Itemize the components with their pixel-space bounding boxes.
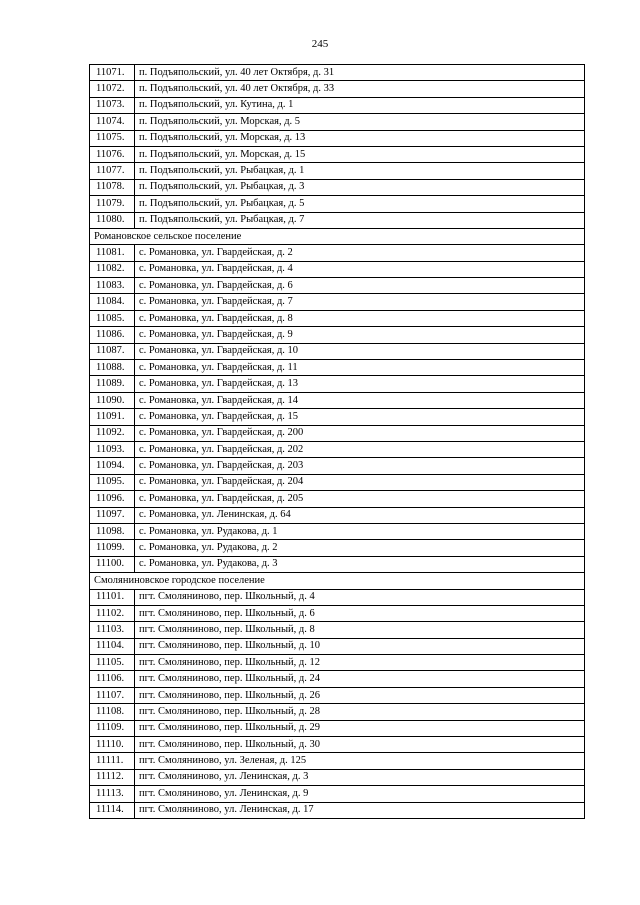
table-row	[90, 130, 585, 146]
row-address: пгт. Смоляниново, пер. Школьный, д. 30	[135, 737, 585, 753]
row-address: с. Романовка, ул. Гвардейская, д. 200	[135, 425, 585, 441]
row-address: пгт. Смоляниново, ул. Ленинская, д. 3	[135, 769, 585, 785]
row-number: 11105.	[90, 655, 135, 671]
row-address: с. Романовка, ул. Гвардейская, д. 11	[135, 360, 585, 376]
table-row	[90, 212, 585, 228]
table-row	[90, 753, 585, 769]
row-address: п. Подъяпольский, ул. Рыбацкая, д. 7	[135, 212, 585, 228]
table-row	[90, 720, 585, 736]
row-address: пгт. Смоляниново, пер. Школьный, д. 10	[135, 638, 585, 654]
row-address: с. Романовка, ул. Гвардейская, д. 2	[135, 245, 585, 261]
row-number: 11086.	[90, 327, 135, 343]
table-row	[90, 278, 585, 294]
row-address: с. Романовка, ул. Гвардейская, д. 4	[135, 261, 585, 277]
table-row	[90, 425, 585, 441]
table-row	[90, 163, 585, 179]
section-header-row	[90, 228, 585, 244]
row-number: 11075.	[90, 130, 135, 146]
row-number: 11111.	[90, 753, 135, 769]
table-row	[90, 737, 585, 753]
row-address: пгт. Смоляниново, пер. Школьный, д. 29	[135, 720, 585, 736]
table-row	[90, 507, 585, 523]
row-number: 11102.	[90, 605, 135, 621]
table-row	[90, 179, 585, 195]
table-row	[90, 638, 585, 654]
row-number: 11100.	[90, 556, 135, 572]
row-address: с. Романовка, ул. Гвардейская, д. 14	[135, 392, 585, 408]
row-address: пгт. Смоляниново, пер. Школьный, д. 4	[135, 589, 585, 605]
row-address: пгт. Смоляниново, пер. Школьный, д. 24	[135, 671, 585, 687]
address-table	[89, 64, 585, 819]
row-number: 11096.	[90, 491, 135, 507]
row-address: п. Подъяпольский, ул. Морская, д. 13	[135, 130, 585, 146]
section-header: Смоляниновское городское поселение	[90, 573, 585, 589]
table-row	[90, 392, 585, 408]
row-number: 11087.	[90, 343, 135, 359]
table-row	[90, 245, 585, 261]
table-row	[90, 556, 585, 572]
row-number: 11099.	[90, 540, 135, 556]
row-number: 11077.	[90, 163, 135, 179]
row-address: с. Романовка, ул. Гвардейская, д. 202	[135, 441, 585, 457]
row-address: с. Романовка, ул. Гвардейская, д. 8	[135, 310, 585, 326]
row-number: 11074.	[90, 114, 135, 130]
table-row	[90, 671, 585, 687]
row-address: с. Романовка, ул. Гвардейская, д. 203	[135, 458, 585, 474]
row-number: 11090.	[90, 392, 135, 408]
row-address: с. Романовка, ул. Рудакова, д. 1	[135, 523, 585, 539]
row-number: 11114.	[90, 802, 135, 818]
table-row	[90, 605, 585, 621]
row-address: пгт. Смоляниново, ул. Ленинская, д. 17	[135, 802, 585, 818]
row-address: с. Романовка, ул. Гвардейская, д. 13	[135, 376, 585, 392]
row-number: 11079.	[90, 196, 135, 212]
row-number: 11101.	[90, 589, 135, 605]
address-table-body	[90, 65, 585, 819]
table-row	[90, 327, 585, 343]
row-address: пгт. Смоляниново, ул. Зеленая, д. 125	[135, 753, 585, 769]
row-address: п. Подъяпольский, ул. Рыбацкая, д. 1	[135, 163, 585, 179]
table-row	[90, 769, 585, 785]
row-number: 11093.	[90, 441, 135, 457]
table-row	[90, 97, 585, 113]
row-address: п. Подъяпольский, ул. 40 лет Октября, д. 31	[135, 65, 585, 81]
row-number: 11080.	[90, 212, 135, 228]
row-address: пгт. Смоляниново, ул. Ленинская, д. 9	[135, 786, 585, 802]
row-number: 11081.	[90, 245, 135, 261]
table-row	[90, 655, 585, 671]
table-row	[90, 458, 585, 474]
row-number: 11089.	[90, 376, 135, 392]
row-number: 11073.	[90, 97, 135, 113]
row-number: 11076.	[90, 146, 135, 162]
table-row	[90, 376, 585, 392]
row-number: 11113.	[90, 786, 135, 802]
row-address: с. Романовка, ул. Гвардейская, д. 10	[135, 343, 585, 359]
row-address: пгт. Смоляниново, пер. Школьный, д. 8	[135, 622, 585, 638]
row-address: пгт. Смоляниново, пер. Школьный, д. 28	[135, 704, 585, 720]
row-number: 11104.	[90, 638, 135, 654]
row-number: 11092.	[90, 425, 135, 441]
table-row	[90, 474, 585, 490]
row-address: с. Романовка, ул. Гвардейская, д. 9	[135, 327, 585, 343]
table-row	[90, 146, 585, 162]
row-number: 11072.	[90, 81, 135, 97]
row-number: 11107.	[90, 687, 135, 703]
row-address: пгт. Смоляниново, пер. Школьный, д. 26	[135, 687, 585, 703]
table-row	[90, 786, 585, 802]
page-number: 245	[311, 38, 329, 50]
row-address: п. Подъяпольский, ул. Рыбацкая, д. 5	[135, 196, 585, 212]
table-row	[90, 540, 585, 556]
row-number: 11110.	[90, 737, 135, 753]
row-address: п. Подъяпольский, ул. Морская, д. 15	[135, 146, 585, 162]
row-number: 11071.	[90, 65, 135, 81]
row-number: 11084.	[90, 294, 135, 310]
row-address: с. Романовка, ул. Гвардейская, д. 7	[135, 294, 585, 310]
row-address: с. Романовка, ул. Гвардейская, д. 204	[135, 474, 585, 490]
row-number: 11112.	[90, 769, 135, 785]
row-number: 11097.	[90, 507, 135, 523]
table-row	[90, 802, 585, 818]
row-address: с. Романовка, ул. Ленинская, д. 64	[135, 507, 585, 523]
row-number: 11088.	[90, 360, 135, 376]
row-address: пгт. Смоляниново, пер. Школьный, д. 12	[135, 655, 585, 671]
table-row	[90, 589, 585, 605]
row-number: 11103.	[90, 622, 135, 638]
table-row	[90, 65, 585, 81]
section-header-row	[90, 573, 585, 589]
row-address: п. Подъяпольский, ул. Рыбацкая, д. 3	[135, 179, 585, 195]
row-number: 11082.	[90, 261, 135, 277]
row-address: с. Романовка, ул. Гвардейская, д. 15	[135, 409, 585, 425]
table-row	[90, 261, 585, 277]
table-row	[90, 294, 585, 310]
row-number: 11083.	[90, 278, 135, 294]
table-row	[90, 409, 585, 425]
table-row	[90, 343, 585, 359]
table-row	[90, 622, 585, 638]
row-address: с. Романовка, ул. Гвардейская, д. 6	[135, 278, 585, 294]
table-row	[90, 704, 585, 720]
row-number: 11085.	[90, 310, 135, 326]
row-address: п. Подъяпольский, ул. Кутина, д. 1	[135, 97, 585, 113]
row-number: 11106.	[90, 671, 135, 687]
row-number: 11098.	[90, 523, 135, 539]
table-row	[90, 441, 585, 457]
row-address: п. Подъяпольский, ул. 40 лет Октября, д. 33	[135, 81, 585, 97]
table-row	[90, 310, 585, 326]
table-row	[90, 114, 585, 130]
table-row	[90, 360, 585, 376]
row-address: п. Подъяпольский, ул. Морская, д. 5	[135, 114, 585, 130]
row-number: 11094.	[90, 458, 135, 474]
row-number: 11108.	[90, 704, 135, 720]
table-row	[90, 491, 585, 507]
table-row	[90, 196, 585, 212]
row-address: пгт. Смоляниново, пер. Школьный, д. 6	[135, 605, 585, 621]
row-number: 11078.	[90, 179, 135, 195]
table-row	[90, 81, 585, 97]
section-header: Романовское сельское поселение	[90, 228, 585, 244]
row-address: с. Романовка, ул. Рудакова, д. 3	[135, 556, 585, 572]
row-number: 11091.	[90, 409, 135, 425]
row-address: с. Романовка, ул. Гвардейская, д. 205	[135, 491, 585, 507]
row-address: с. Романовка, ул. Рудакова, д. 2	[135, 540, 585, 556]
row-number: 11109.	[90, 720, 135, 736]
table-row	[90, 523, 585, 539]
table-row	[90, 687, 585, 703]
row-number: 11095.	[90, 474, 135, 490]
